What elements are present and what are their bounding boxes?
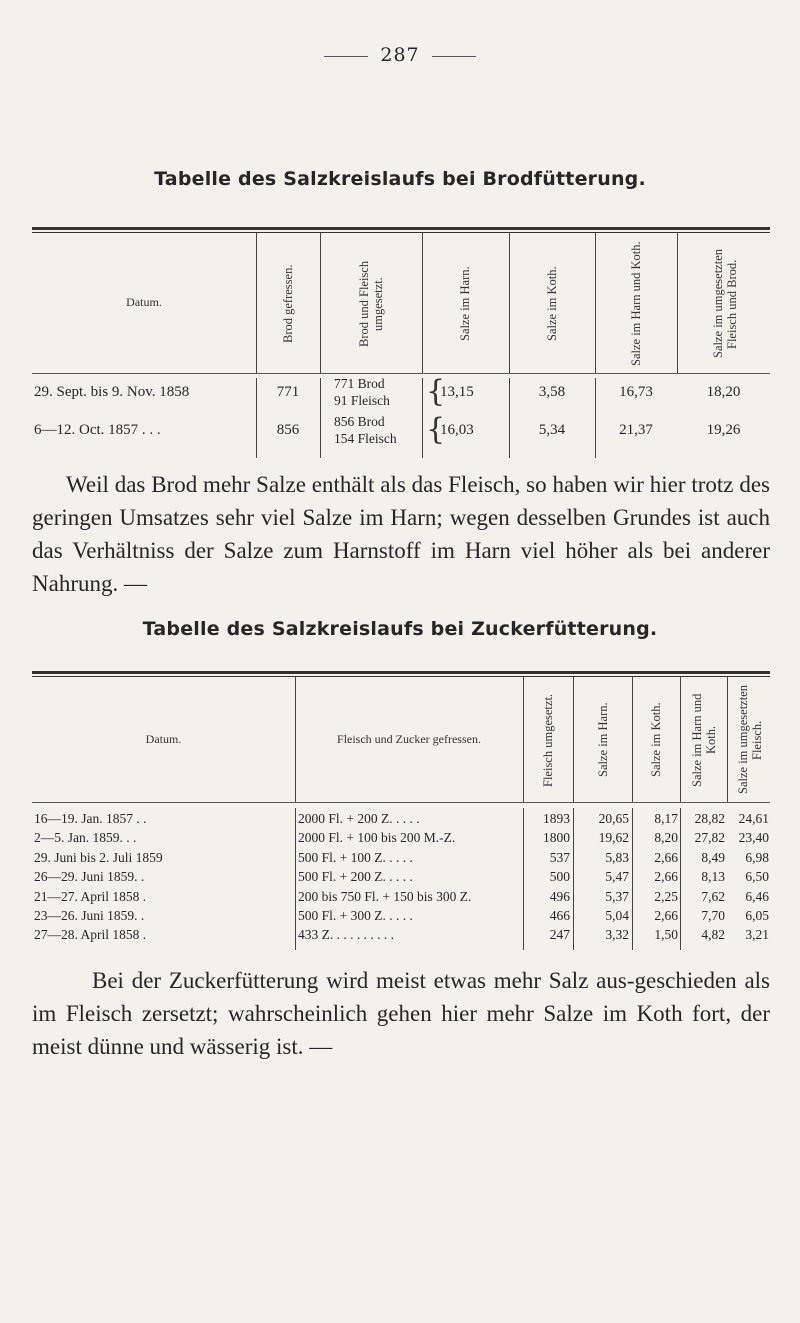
table1-brace: { [426, 412, 446, 447]
table2-row-futter: 500 Fl. + 200 Z. . . . . [298, 869, 413, 885]
table2-row-koth: 8,20 [654, 830, 678, 846]
table2-row-fleisch: 247 [549, 927, 570, 943]
table2-row-datum: 23—26. Juni 1859. . [34, 908, 145, 923]
table2-row-datum: 27—28. April 1858 . [34, 927, 147, 943]
table2-row-salze-fleisch: 3,21 [745, 927, 769, 943]
table2-row-datum: 21—27. April 1858 . [34, 888, 147, 904]
table1-brace: { [426, 374, 446, 409]
table2-header-datum: Datum. [145, 732, 182, 746]
table2-row-koth: 8,17 [654, 811, 678, 826]
table1-col-divider [320, 378, 321, 458]
table2-row-harn: 5,47 [605, 869, 629, 885]
table2-row-harn-koth: 4,82 [701, 927, 725, 943]
table1-header-salze-harn: Salze im Harn. [458, 266, 472, 342]
table1-row-brod: 856 [276, 422, 300, 438]
table1-col-divider [320, 233, 321, 373]
table1-row-umgesetzt-brod: 771 Brod [334, 376, 385, 391]
table1-row-fleisch-brod: 18,20 [706, 384, 741, 400]
table2-row-harn: 5,37 [605, 888, 629, 904]
table1-col-divider [422, 378, 423, 458]
table2-header-salze-koth: Salze im Koth. [649, 702, 663, 778]
table2-row-datum: 29. Juni bis 2. Juli 1859 [34, 849, 163, 865]
table2-title: Tabelle des Salzkreislaufs bei Zuckerfütterung. [142, 618, 658, 640]
table1-col-divider [677, 233, 678, 373]
table2-row-harn: 19,62 [598, 830, 629, 846]
table2-header-rule [32, 676, 770, 677]
table2-row-harn: 20,65 [598, 811, 629, 826]
table2-row-fleisch: 496 [549, 888, 570, 904]
table1-header-salze-harn-koth: Salze im Harn und Koth. [629, 241, 643, 367]
table2-header-salze-harn: Salze im Harn. [596, 702, 610, 778]
table2-row-salze-fleisch: 6,98 [745, 849, 769, 865]
table2-row [0, 849, 800, 867]
table1-header-salze-fleisch-brod: Salze im umgesetzten Fleisch und Brod. [711, 249, 739, 359]
table2-row-fleisch: 500 [549, 869, 570, 885]
table1-row-fleisch-brod: 19,26 [706, 422, 741, 438]
table2-row [0, 829, 800, 847]
table2-row-harn: 3,32 [605, 927, 629, 943]
page-number: 287 [0, 44, 800, 66]
table2-row-koth: 2,66 [654, 869, 678, 885]
table1-header-bottom-rule [32, 373, 770, 374]
table2-row-datum: 26—29. Juni 1859. . [34, 869, 145, 885]
table1-header-brod-fleisch-umgesetzt: Brod und Fleisch umgesetzt. [357, 260, 385, 348]
table2-col-divider [523, 677, 524, 802]
table2-row [0, 926, 800, 944]
table1-top-rule [32, 227, 770, 230]
table1-row-umgesetzt-fleisch: 91 Fleisch [334, 393, 390, 408]
table2-row-koth: 2,66 [654, 849, 678, 865]
table2-row-futter: 2000 Fl. + 200 Z. . . . . [298, 811, 420, 826]
table2-row-salze-fleisch: 6,46 [745, 888, 769, 904]
table2-col-divider [573, 677, 574, 802]
table2-header-bottom-rule [32, 802, 770, 803]
table2-row-harn-koth: 7,70 [701, 908, 725, 923]
table2-top-rule [32, 671, 770, 674]
table2-row-fleisch: 466 [549, 908, 570, 923]
table1-row-harn-koth: 21,37 [619, 422, 653, 438]
table1-header-datum: Datum. [126, 295, 162, 309]
table2-row-fleisch: 1893 [543, 811, 570, 826]
table2-row-harn-koth: 8,49 [701, 849, 725, 865]
table1-row-harn-koth: 16,73 [619, 384, 653, 400]
table2-header-salze-fleisch: Salze im umgesetzten Fleisch. [736, 685, 764, 795]
table1-col-divider [509, 233, 510, 373]
table2-row-futter: 500 Fl. + 300 Z. . . . . [298, 908, 413, 923]
table2-row-datum: 16—19. Jan. 1857 . . [34, 811, 147, 826]
table2-row [0, 888, 800, 906]
table2-col-divider [680, 677, 681, 802]
table2-row-futter: 200 bis 750 Fl. + 150 bis 300 Z. [298, 888, 472, 904]
table1-row-harn: 16,03 [440, 422, 474, 438]
table1-row-koth: 3,58 [538, 384, 566, 400]
table2-row-harn: 5,83 [605, 849, 629, 865]
table1-row-datum: 29. Sept. bis 9. Nov. 1858 [34, 384, 190, 400]
table2-row [0, 907, 800, 925]
table2-row-futter: 2000 Fl. + 100 bis 200 M.-Z. [298, 830, 456, 846]
table1-col-divider [256, 233, 257, 373]
table2-row-salze-fleisch: 6,05 [745, 908, 769, 923]
table1-row-umgesetzt-brod: 856 Brod [334, 414, 385, 429]
table1-row-umgesetzt-fleisch: 154 Fleisch [334, 431, 397, 446]
table1-title: Tabelle des Salzkreislaufs bei Brodfütterung. [154, 168, 646, 190]
table2-header-fleisch-umgesetzt: Fleisch umgesetzt. [541, 693, 555, 787]
table2-row-salze-fleisch: 6,50 [745, 869, 769, 885]
table2-row-koth: 1,50 [654, 927, 678, 943]
table2-col-divider [727, 677, 728, 802]
table2-row-futter: 500 Fl. + 100 Z. . . . . [298, 849, 413, 865]
table2-row-fleisch: 537 [549, 849, 570, 865]
table1-header-rule [32, 232, 770, 233]
table2-row-harn: 5,04 [605, 908, 629, 923]
table2-row-koth: 2,25 [654, 888, 678, 904]
table2-row-harn-koth: 8,13 [701, 869, 725, 885]
table1-row-brod: 771 [276, 384, 300, 400]
table1-row-harn: 13,15 [440, 384, 474, 400]
table2-col-divider [632, 677, 633, 802]
table1-header-brod-gefressen: Brod gefressen. [281, 264, 295, 344]
table2-row-salze-fleisch: 24,61 [738, 811, 769, 826]
table2-row-harn-koth: 7,62 [701, 888, 725, 904]
table2-row [0, 810, 800, 828]
table2-row-datum: 2—5. Jan. 1859. . . [34, 830, 137, 846]
table1-col-divider [422, 233, 423, 373]
paragraph-1: Weil das Brod mehr Salze enthält als das Fleisch, so haben wir hier trotz des geringen Umsatzes sehr viel Salze im Harn; wegen desselben Grundes ist auch das Verhältniss der Salze zum Harnstoff im Harn viel höher als bei anderer Nahrung. — [32, 472, 770, 596]
table2-row-salze-fleisch: 23,40 [738, 830, 769, 846]
table2-row-harn-koth: 28,82 [694, 811, 725, 826]
table2-row [0, 868, 800, 886]
table2-row-futter: 433 Z. . . . . . . . . . [298, 927, 394, 943]
table1-row-datum: 6—12. Oct. 1857 . . . [34, 422, 161, 438]
table2-row-harn-koth: 27,82 [694, 830, 725, 846]
table1-row-koth: 5,34 [538, 422, 566, 438]
table2-header-futter: Fleisch und Zucker gefressen. [337, 732, 481, 746]
table1-col-divider [595, 233, 596, 373]
table2-header-salze-harn-koth: Salze im Harn und Koth. [690, 693, 718, 787]
table2-row-fleisch: 1800 [543, 830, 570, 846]
table1-header-salze-koth: Salze im Koth. [545, 266, 559, 342]
paragraph-2: Bei der Zuckerfütterung wird meist etwas mehr Salz aus-geschieden als im Fleisch zersetzt; wahrscheinlich gehen hier mehr Salze im Koth fort, der meist dünne und wässerig ist. — [32, 968, 770, 1059]
table2-row-koth: 2,66 [654, 908, 678, 923]
